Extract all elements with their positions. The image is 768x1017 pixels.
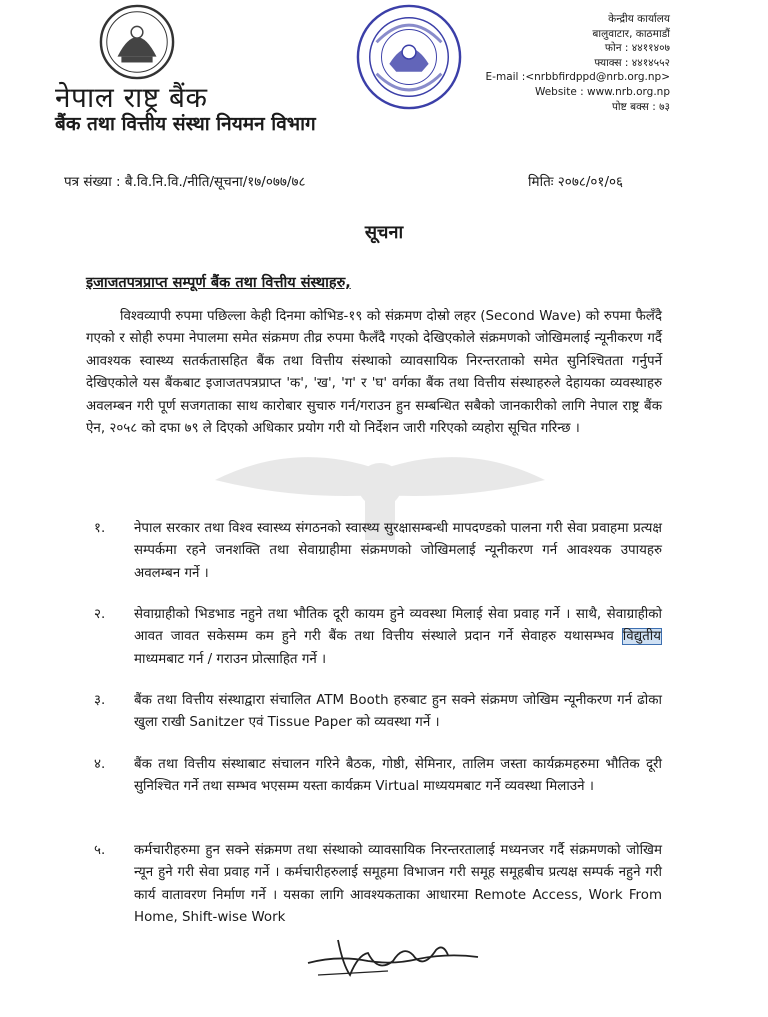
item-text: बैंक तथा वित्तीय संस्थाबाट संचालन गरिने बैठक, गोष्ठी, सेमिनार, तालिम जस्ता कार्यक्रमहरुमा भौतिक दूरी सुनिश्चित गर्ने तथा सम्भव भएसम्म यस्ता कार्यक्रम Virtual माध्ययमबाट गर्ने व्यवस्था मिलाउने ।: [134, 757, 662, 795]
reference-number: पत्र संख्या : बै.वि.नि.वि./नीति/सूचना/१७/०७७/७८: [64, 174, 306, 190]
item-number: ५.: [94, 843, 106, 858]
list-item: [94, 690, 674, 735]
item-text-before: सेवाग्राहीको भिडभाड नहुने तथा भौतिक दूरी कायम हुने व्यवस्था मिलाई सेवा प्रवाह गर्ने । साथै, सेवाग्राहीको आवत जावत सकेसम्म कम हुने गरी बैंक तथा वित्तीय संस्थाले प्रदान गर्ने सेवाहरु यथासम्भव: [134, 607, 662, 645]
addressee: इजाजतपत्रप्राप्त सम्पूर्ण बैंक तथा वित्तीय संस्थाहरु,: [86, 275, 351, 291]
website-address: Website : www.nrb.org.np: [534, 85, 670, 98]
notice-heading: सूचना: [364, 222, 404, 243]
bank-name: नेपाल राष्ट्र बैंक: [55, 81, 208, 114]
item-number: ३.: [94, 693, 106, 708]
item-text-after: माध्यमबाट गर्न / गराउन प्रोत्साहित गर्ने ।: [134, 651, 327, 667]
po-box: पोष्ट बक्स : ७३: [611, 100, 670, 113]
item-text: नेपाल सरकार तथा विश्व स्वास्थ्य संगठनको स्वास्थ्य सुरक्षासम्बन्धी मापदण्डको पालना गरी सेवा प्रवाहमा प्रत्यक्ष सम्पर्कमा रहने जनशक्ति तथा सेवाग्राहीमा संक्रमणको जोखिमलाई न्यूनीकरण गर्न आवश्यक उपायहरु अवलम्बन गर्ने ।: [134, 521, 662, 581]
fax-number: फ्याक्स : ४४१४५५२: [594, 56, 670, 69]
item-text: कर्मचारीहरुमा हुन सक्ने संक्रमण तथा संस्थाको व्यावसायिक निरन्तरतालाई मध्यनजर गर्दै संक्रमणको जोखिम न्यून हुने गरी सेवा प्रवाह गर्ने । कर्मचारीहरुलाई समूहमा विभाजन गरी समूह समूहबीच प्रत्यक्ष सम्पर्क नहुने गरी कार्य वातावरण निर्माण गर्ने । यसका लागि आवश्यकताका आधारमा Remote Access, Work From Home, Shift-wise Work: [134, 843, 662, 926]
email-address: E-mail :<nrbbfirdppd@nrb.org.np>: [485, 71, 670, 84]
item-number: ४.: [94, 757, 106, 772]
official-seal: [355, 3, 463, 111]
item-text: [134, 604, 662, 671]
letter-date: मितिः २०७८/०१/०६: [528, 174, 624, 190]
office-label: केन्द्रीय कार्यालय: [608, 13, 670, 25]
phone-number: फोन : ४४११४०७: [604, 42, 670, 55]
signature: [298, 925, 488, 985]
contact-block: [486, 12, 670, 114]
highlighted-word[interactable]: विद्युतीय: [622, 629, 661, 645]
office-address: बालुवाटार, काठमाडौं: [592, 27, 670, 40]
item-text: बैंक तथा वित्तीय संस्थाद्वारा संचालित ATM Booth हरुबाट हुन सक्ने संक्रमण जोखिम न्यूनीकरण गर्न ढोका खुला राखी Sanitzer एवं Tissue Paper को व्यवस्था गर्ने ।: [134, 693, 662, 731]
nrb-logo: [98, 3, 176, 81]
list-item: [94, 518, 674, 585]
item-number: १.: [94, 521, 106, 536]
item-number: २.: [94, 607, 106, 622]
intro-paragraph: विश्वव्यापी रुपमा पछिल्ला केही दिनमा कोभिड-१९ को संक्रमण दोस्रो लहर (Second Wave) को रुपमा फैलँदै गएको र सोही रुपमा नेपालमा समेत संक्रमण तीव्र रुपमा फैलँदै गएको देखिएकोले संक्रमणको जोखिमलाई न्यूनीकरण गर्दै आवश्यक स्वास्थ्य सतर्कतासहित बैंक तथा वित्तीय संस्थाको व्यावसायिक निरन्तरताको समेत सुनिश्चितता गर्नुपर्ने देखिएकोले यस बैंकबाट इजाजतपत्रप्राप्त 'क', 'ख', 'ग' र 'घ' वर्गका बैंक तथा वित्तीय संस्थाहरुले देहायका व्यवस्थाहरु अवलम्बन गरी पूर्ण सजगताका साथ कारोबार सुचारु गर्न/गराउन हुन सम्बन्धित सबैको जानकारीको लागि नेपाल राष्ट्र बैंक ऐन, २०५८ को दफा ७९ ले दिएको अधिकार प्रयोग गरी यो निर्देशन जारी गरिएको व्यहोरा सूचित गरिन्छ ।: [86, 309, 662, 437]
department-name: बैंक तथा वित्तीय संस्था नियमन विभाग: [55, 113, 316, 135]
list-item: [94, 754, 674, 799]
list-item: [94, 840, 674, 930]
list-item: [94, 604, 674, 671]
